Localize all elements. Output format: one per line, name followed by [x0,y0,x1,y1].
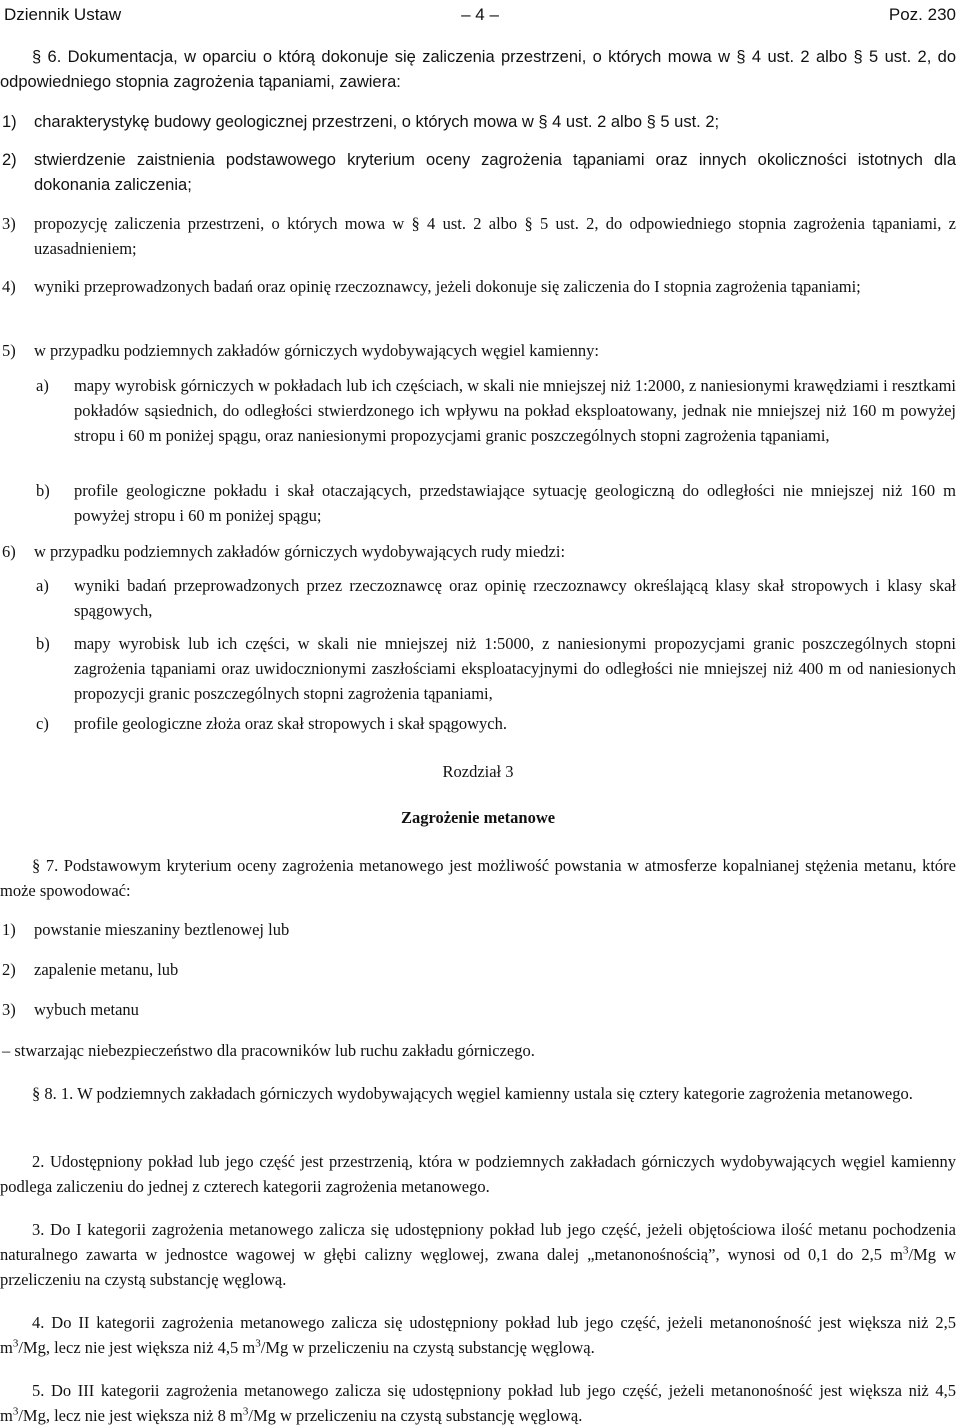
list-item [0,539,956,564]
paragraph-8-section-4 [0,1310,956,1360]
list-item-number: 4) [2,277,16,296]
list-item-text: wyniki przeprowadzonych badań oraz opinię rzeczoznawcy, jeżeli dokonuje się zaliczenia do I stopnia zagrożenia tąpaniami; [34,277,861,296]
list-item-number: 2) [2,960,16,979]
list-item [0,148,956,198]
list-item [0,211,956,261]
section-4-text-end: /Mg w przeliczeniu na czystą substancję węglową. [260,1338,595,1357]
list-item-number: 6) [2,542,16,561]
list-item-number: 3) [2,214,16,233]
unit-exponent: 3 [255,1337,261,1350]
sub-list-item [0,631,956,706]
list-item-text: stwierdzenie zaistnienia podstawowego kryterium oceny zagrożenia tąpaniami oraz innych okoliczności istotnych dla dokonania zaliczenia; [34,151,956,194]
sub-list-item-letter: c) [36,714,49,733]
list-item-number: 1) [2,113,17,131]
section-4-text-mid: /Mg, lecz nie jest większa niż 4,5 m [18,1338,256,1357]
list-item [0,957,956,982]
sub-list-item [0,478,956,528]
paragraph-7: § 7. Podstawowym kryterium oceny zagrożenia metanowego jest możliwość powstania w atmosferze kopalnianej stężenia metanu, które może spowodować: [0,856,956,900]
sub-list-item-text: profile geologiczne pokładu i skał otaczających, przedstawiające sytuację geologiczną do odległości nie mniejszej niż 160 m powyżej stropu i 60 m poniżej spągu; [74,481,956,525]
position-number: Poz. 230 [888,5,956,24]
list-item-text: powstanie mieszaniny beztlenowej lub [34,920,290,939]
list-item-number: 1) [2,920,16,939]
paragraph-8-section-1: § 8. 1. W podziemnych zakładach górniczych wydobywających węgiel kamienny ustala się cztery kategorie zagrożenia metanowego. [32,1084,913,1103]
paragraph-8-section-2: 2. Udostępniony pokład lub jego część jest przestrzenią, która w podziemnych zakładach górniczych wydobywających węgiel kamienny podlega zaliczeniu do jednej z czterech kategorii zagrożenia metanowego. [0,1152,956,1196]
unit-exponent: 3 [902,1244,909,1257]
list-item [0,274,956,299]
page-header [4,2,956,26]
list-item-text: w przypadku podziemnych zakładów górniczych wydobywających rudy miedzi: [34,542,566,561]
page-number: – 4 – [461,5,499,24]
unit-exponent: 3 [12,1337,19,1350]
sub-list-item-letter: b) [36,634,50,653]
unit-exponent: 3 [242,1405,249,1418]
list-item-text: zapalenie metanu, lub [34,960,179,979]
list-item-text: propozycję zaliczenia przestrzeni, o których mowa w § 4 ust. 2 albo § 5 ust. 2, do odpowiedniego stopnia zagrożenia tąpaniami, z uzasadnieniem; [34,214,956,258]
sub-list-item-letter: a) [36,376,49,395]
chapter-title: Zagrożenie metanowe [400,808,556,827]
list-item-number: 3) [2,1000,16,1019]
list-item-number: 5) [2,341,16,360]
sub-list-item-text: mapy wyrobisk górniczych w pokładach lub ich częściach, w skali nie mniejszej niż 1:2000, z naniesionymi krawędziami i resztkami pokładów sąsiednich, do odległości stwierdzonego ich wpływu na pokład eksploatowany, jednak nie mniejszej niż 160 m powyżej stropu i 60 m poniżej spągu, oraz naniesionymi propozycjami granic poszczególnych stopni zagrożenia tąpaniami, [74,376,956,445]
list-item [0,997,956,1022]
section-3-text-end: /Mg w przeliczeniu na czystą substancję węglową. [0,1245,956,1289]
list-item-text: wybuch metanu [34,1000,139,1019]
list-item-text: charakterystykę budowy geologicznej przestrzeni, o których mowa w § 4 ust. 2 albo § 5 ust. 2; [34,113,720,131]
paragraph-6: § 6. Dokumentacja, w oparciu o którą dokonuje się zaliczenia przestrzeni, o których mowa w § 4 ust. 2 albo § 5 ust. 2, do odpowiedniego stopnia zagrożenia tąpaniami, zawiera: [0,48,956,91]
section-5-text-mid: /Mg, lecz nie jest większa niż 8 m [18,1406,243,1425]
unit-exponent: 3 [12,1405,19,1418]
section-5-text-end: /Mg w przeliczeniu na czystą substancję węglową. [248,1406,583,1425]
list-item [0,110,956,135]
chapter-number: Rozdział 3 [442,762,514,781]
sub-list-item-letter: b) [36,481,50,500]
list-item-text: w przypadku podziemnych zakładów górniczych wydobywających węgiel kamienny: [34,341,599,360]
list-item [0,917,956,942]
sub-list-item [0,711,956,736]
sub-list-item [0,573,956,623]
journal-title: Dziennik Ustaw [4,5,122,24]
sub-list-item [0,373,956,448]
list-item [0,338,956,363]
sub-list-item-text: wyniki badań przeprowadzonych przez rzeczoznawcę oraz opinię rzeczoznawcy określającą klasy skał stropowych i klasy skał spągowych, [74,576,956,620]
section-5-text: 5. Do III kategorii zagrożenia metanowego zalicza się udostępniony pokład lub jego część, jeżeli metanonośność jest większa niż 4,5 m [0,1381,956,1425]
sub-list-item-text: mapy wyrobisk lub ich części, w skali nie mniejszej niż 1:5000, z naniesionymi propozycjami granic poszczególnych stopni zagrożenia tąpaniami oraz uwidocznionymi zaszłościami eksploatacyjnymi do odległości nie mniejszej niż 400 m od naniesionych propozycji granic poszczególnych stopni zagrożenia tąpaniami, [74,634,956,703]
paragraph-7-tail: – stwarzając niebezpieczeństwo dla pracowników lub ruchu zakładu górniczego. [2,1041,535,1060]
paragraph-8-section-3 [0,1217,956,1292]
sub-list-item-letter: a) [36,576,49,595]
list-item-number: 2) [2,151,17,169]
section-4-text: 4. Do II kategorii zagrożenia metanowego zalicza się udostępniony pokład lub jego część, jeżeli metanonośność jest większa niż 2,5 m [0,1313,956,1357]
sub-list-item-text: profile geologiczne złoża oraz skał stropowych i skał spągowych. [74,714,507,733]
section-3-text: 3. Do I kategorii zagrożenia metanowego zalicza się udostępniony pokład lub jego część, jeżeli objętościowa ilość metanu pochodzenia naturalnego zawarta w jednostce wagowej w głębi calizny węglowej, zwana dalej „metanonośnością”, wynosi od 0,1 do 2,5 m [0,1220,956,1264]
paragraph-8-section-5 [0,1378,956,1428]
